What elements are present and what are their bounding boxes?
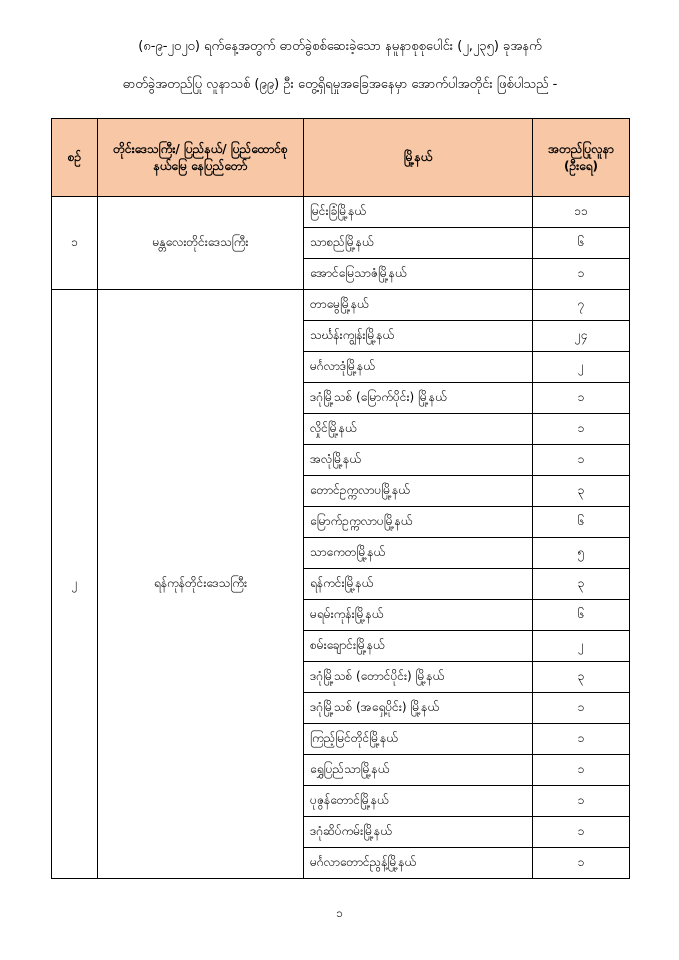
township-cell: ဒဂုံဆိပ်ကမ်းမြို့နယ်	[304, 817, 533, 848]
table-header-row	[52, 119, 630, 197]
confirmed-count-cell: ၃	[533, 569, 630, 600]
township-cell: မင်္ဂလာတောင်ညွန့်မြို့နယ်	[304, 848, 533, 879]
header-confirmed-count: အတည်ပြုလူနာ (ဦးရေ)	[533, 119, 630, 197]
township-cell: မြင်းခြံမြို့နယ်	[304, 197, 533, 228]
township-cell: တာမွေမြို့နယ်	[304, 290, 533, 321]
confirmed-count-cell: ၁	[533, 259, 630, 290]
confirmed-count-cell: ၂	[533, 631, 630, 662]
intro-line-2: ဓာတ်ခွဲအတည်ပြု လူနာသစ် (၉၉) ဦး တွေ့ရှိရမှုအခြေအနေမှာ အောက်ပါအတိုင်း ဖြစ်ပါသည် -	[122, 77, 558, 92]
township-cell: အောင်မြေသာဇံမြို့နယ်	[304, 259, 533, 290]
township-cell: မရမ်းကုန်းမြို့နယ်	[304, 600, 533, 631]
township-cell: ရန်ကင်းမြို့နယ်	[304, 569, 533, 600]
township-cell: သာကေတမြို့နယ်	[304, 538, 533, 569]
confirmed-count-cell: ၁	[533, 817, 630, 848]
township-cell: မင်္ဂလာဒုံမြို့နယ်	[304, 352, 533, 383]
region-cell: ရန်ကုန်တိုင်းဒေသကြီး	[98, 290, 304, 879]
township-cell: ကြည့်မြင်တိုင်မြို့နယ်	[304, 724, 533, 755]
township-cell: သင်္ဃန်းကျွန်းမြို့နယ်	[304, 321, 533, 352]
township-cell: ပုဇွန်တောင်မြို့နယ်	[304, 786, 533, 817]
region-cell: မန္တလေးတိုင်းဒေသကြီး	[98, 197, 304, 290]
confirmed-count-cell: ၁	[533, 786, 630, 817]
township-cell: ဒဂုံမြို့သစ် (မြောက်ပိုင်း) မြို့နယ်	[304, 383, 533, 414]
confirmed-count-cell: ၆	[533, 507, 630, 538]
confirmed-count-cell: ၃	[533, 662, 630, 693]
confirmed-count-cell: ၃	[533, 476, 630, 507]
header-region: တိုင်းဒေသကြီး/ ပြည်နယ်/ ပြည်ထောင်စုနယ်မြေ နေပြည်တော်	[98, 119, 304, 197]
township-cell: တောင်ဥက္ကလာပမြို့နယ်	[304, 476, 533, 507]
township-cell: ရွှေပြည်သာမြို့နယ်	[304, 755, 533, 786]
confirmed-count-cell: ၆	[533, 600, 630, 631]
intro-line-1: (၈-၉-၂၀၂၀) ရက်နေ့အတွက် ဓာတ်ခွဲစစ်ဆေးခဲ့သော နမူနာစုစုပေါင်း (၂,၂၃၅) ခုအနက်	[138, 39, 542, 54]
cases-table	[51, 118, 630, 879]
confirmed-count-cell: ၇	[533, 290, 630, 321]
township-cell: လှိုင်မြို့နယ်	[304, 414, 533, 445]
confirmed-count-cell: ၁	[533, 414, 630, 445]
header-serial-no: စဉ်	[52, 119, 98, 197]
table-body	[52, 197, 630, 879]
confirmed-count-cell: ၁	[533, 445, 630, 476]
township-cell: မြောက်ဥက္ကလာပမြို့နယ်	[304, 507, 533, 538]
township-cell: ဒဂုံမြို့သစ် (တောင်ပိုင်း) မြို့နယ်	[304, 662, 533, 693]
confirmed-count-cell: ၁	[533, 848, 630, 879]
serial-no-cell: ၁	[52, 197, 98, 290]
table-row	[52, 197, 630, 228]
table-row	[52, 290, 630, 321]
header-township: မြို့နယ်	[304, 119, 533, 197]
confirmed-count-cell: ၂	[533, 352, 630, 383]
confirmed-count-cell: ၆	[533, 228, 630, 259]
township-cell: စမ်းချောင်းမြို့နယ်	[304, 631, 533, 662]
page-number: ၁	[336, 906, 343, 920]
confirmed-count-cell: ၂၄	[533, 321, 630, 352]
confirmed-count-cell: ၁	[533, 383, 630, 414]
township-cell: အလုံမြို့နယ်	[304, 445, 533, 476]
confirmed-count-cell: ၁	[533, 693, 630, 724]
confirmed-count-cell: ၁	[533, 755, 630, 786]
confirmed-count-cell: ၅	[533, 538, 630, 569]
serial-no-cell: ၂	[52, 290, 98, 879]
township-cell: ဒဂုံမြို့သစ် (အရှေ့ပိုင်း) မြို့နယ်	[304, 693, 533, 724]
township-cell: သာစည်မြို့နယ်	[304, 228, 533, 259]
confirmed-count-cell: ၁	[533, 724, 630, 755]
confirmed-count-cell: ၁၁	[533, 197, 630, 228]
